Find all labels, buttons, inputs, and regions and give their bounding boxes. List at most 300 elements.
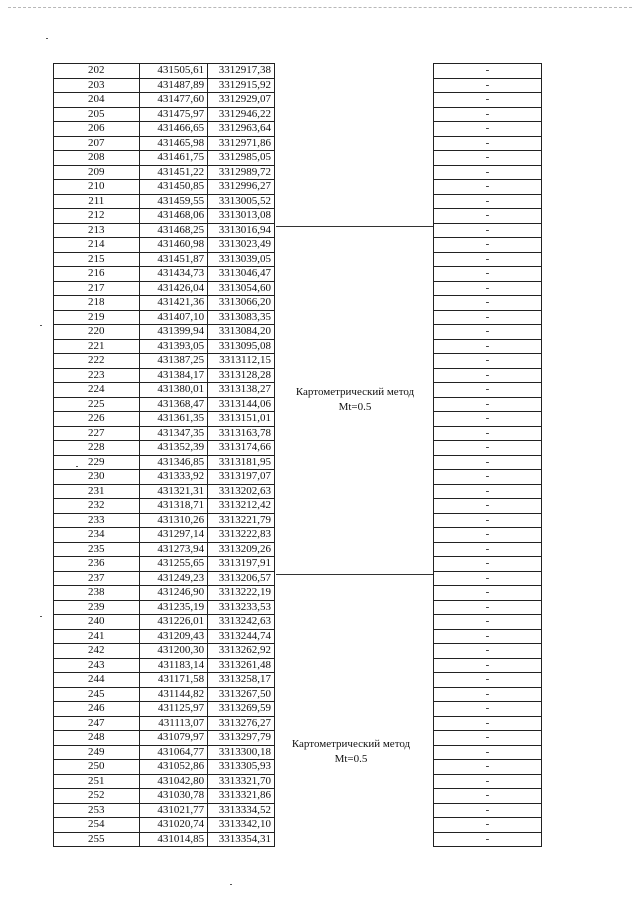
dash-cell: - <box>434 441 542 456</box>
table-row <box>54 629 275 644</box>
y-coordinate-cell: 3313269,59 <box>208 702 275 717</box>
x-coordinate-cell: 431352,39 <box>139 441 208 456</box>
point-number-cell: 236 <box>54 557 140 572</box>
dash-cell: - <box>434 93 542 108</box>
y-coordinate-cell: 3313233,53 <box>208 600 275 615</box>
point-number-cell: 250 <box>54 760 140 775</box>
table-row <box>434 412 542 427</box>
table-row <box>434 383 542 398</box>
table-row <box>434 64 542 79</box>
scan-speck <box>40 616 42 617</box>
dash-cell: - <box>434 484 542 499</box>
x-coordinate-cell: 431426,04 <box>139 281 208 296</box>
y-coordinate-cell: 3313221,79 <box>208 513 275 528</box>
scan-speck <box>40 325 42 326</box>
point-number-cell: 216 <box>54 267 140 282</box>
table-row <box>54 673 275 688</box>
x-coordinate-cell: 431465,98 <box>139 136 208 151</box>
x-coordinate-cell: 431468,06 <box>139 209 208 224</box>
y-coordinate-cell: 3313321,70 <box>208 774 275 789</box>
y-coordinate-cell: 3313354,31 <box>208 832 275 847</box>
dash-cell: - <box>434 731 542 746</box>
table-row <box>434 426 542 441</box>
table-row <box>54 107 275 122</box>
table-row <box>54 412 275 427</box>
table-row <box>434 789 542 804</box>
dash-cell: - <box>434 310 542 325</box>
x-coordinate-cell: 431021,77 <box>139 803 208 818</box>
x-coordinate-cell: 431249,23 <box>139 571 208 586</box>
x-coordinate-cell: 431297,14 <box>139 528 208 543</box>
x-coordinate-cell: 431361,35 <box>139 412 208 427</box>
point-number-cell: 228 <box>54 441 140 456</box>
y-coordinate-cell: 3312929,07 <box>208 93 275 108</box>
table-row <box>54 731 275 746</box>
method-note-accuracy: Mt=0.5 <box>334 753 368 765</box>
table-row <box>434 296 542 311</box>
point-number-cell: 213 <box>54 223 140 238</box>
table-row <box>54 397 275 412</box>
point-number-cell: 208 <box>54 151 140 166</box>
y-coordinate-cell: 3313144,06 <box>208 397 275 412</box>
point-number-cell: 226 <box>54 412 140 427</box>
table-row <box>54 325 275 340</box>
y-coordinate-cell: 3313023,49 <box>208 238 275 253</box>
section-divider-line <box>276 574 433 575</box>
table-row <box>434 223 542 238</box>
dash-cell: - <box>434 571 542 586</box>
dash-cell: - <box>434 122 542 137</box>
point-number-cell: 224 <box>54 383 140 398</box>
table-row <box>54 818 275 833</box>
table-row <box>54 238 275 253</box>
table-row <box>54 64 275 79</box>
dash-cell: - <box>434 165 542 180</box>
x-coordinate-cell: 431246,90 <box>139 586 208 601</box>
table-row <box>54 470 275 485</box>
y-coordinate-cell: 3313151,01 <box>208 412 275 427</box>
table-row <box>54 542 275 557</box>
y-coordinate-cell: 3313138,27 <box>208 383 275 398</box>
scan-speck <box>46 38 48 39</box>
y-coordinate-cell: 3313297,79 <box>208 731 275 746</box>
dash-cell: - <box>434 832 542 847</box>
y-coordinate-cell: 3313222,83 <box>208 528 275 543</box>
dash-cell: - <box>434 281 542 296</box>
table-row <box>434 745 542 760</box>
table-row <box>434 774 542 789</box>
scan-speck <box>230 884 232 885</box>
x-coordinate-cell: 431125,97 <box>139 702 208 717</box>
dash-cell: - <box>434 687 542 702</box>
x-coordinate-cell: 431321,31 <box>139 484 208 499</box>
y-coordinate-cell: 3313005,52 <box>208 194 275 209</box>
y-coordinate-cell: 3313334,52 <box>208 803 275 818</box>
dash-cell: - <box>434 107 542 122</box>
y-coordinate-cell: 3312946,22 <box>208 107 275 122</box>
x-coordinate-cell: 431368,47 <box>139 397 208 412</box>
point-number-cell: 211 <box>54 194 140 209</box>
dash-cell: - <box>434 818 542 833</box>
x-coordinate-cell: 431384,17 <box>139 368 208 383</box>
y-coordinate-cell: 3313206,57 <box>208 571 275 586</box>
table-row <box>54 151 275 166</box>
point-number-cell: 203 <box>54 78 140 93</box>
table-row <box>434 281 542 296</box>
x-coordinate-cell: 431052,86 <box>139 760 208 775</box>
y-coordinate-cell: 3312989,72 <box>208 165 275 180</box>
table-row <box>54 281 275 296</box>
dash-cell: - <box>434 136 542 151</box>
dash-cell: - <box>434 180 542 195</box>
point-number-cell: 207 <box>54 136 140 151</box>
dash-cell: - <box>434 789 542 804</box>
table-row <box>54 484 275 499</box>
x-coordinate-cell: 431273,94 <box>139 542 208 557</box>
x-coordinate-cell: 431318,71 <box>139 499 208 514</box>
y-coordinate-cell: 3313262,92 <box>208 644 275 659</box>
x-coordinate-cell: 431333,92 <box>139 470 208 485</box>
y-coordinate-cell: 3313212,42 <box>208 499 275 514</box>
table-row <box>434 93 542 108</box>
table-row <box>434 687 542 702</box>
table-row <box>54 658 275 673</box>
dash-cell: - <box>434 223 542 238</box>
table-row <box>434 644 542 659</box>
table-row <box>434 107 542 122</box>
x-coordinate-cell: 431505,61 <box>139 64 208 79</box>
y-coordinate-cell: 3313305,93 <box>208 760 275 775</box>
point-number-cell: 252 <box>54 789 140 804</box>
table-row <box>434 470 542 485</box>
x-coordinate-cell: 431475,97 <box>139 107 208 122</box>
point-number-cell: 222 <box>54 354 140 369</box>
point-number-cell: 220 <box>54 325 140 340</box>
table-row <box>434 354 542 369</box>
x-coordinate-cell: 431042,80 <box>139 774 208 789</box>
table-row <box>434 151 542 166</box>
dash-cell: - <box>434 542 542 557</box>
point-number-cell: 247 <box>54 716 140 731</box>
table-row <box>434 325 542 340</box>
dash-cell: - <box>434 716 542 731</box>
y-coordinate-cell: 3312917,38 <box>208 64 275 79</box>
point-number-cell: 246 <box>54 702 140 717</box>
point-number-cell: 231 <box>54 484 140 499</box>
x-coordinate-cell: 431460,98 <box>139 238 208 253</box>
table-row <box>54 267 275 282</box>
point-number-cell: 248 <box>54 731 140 746</box>
x-coordinate-cell: 431144,82 <box>139 687 208 702</box>
dash-cell: - <box>434 209 542 224</box>
y-coordinate-cell: 3312996,27 <box>208 180 275 195</box>
x-coordinate-cell: 431466,65 <box>139 122 208 137</box>
table-row <box>54 441 275 456</box>
y-coordinate-cell: 3312915,92 <box>208 78 275 93</box>
x-coordinate-cell: 431450,85 <box>139 180 208 195</box>
dash-cell: - <box>434 354 542 369</box>
table-row <box>54 600 275 615</box>
table-row <box>54 180 275 195</box>
x-coordinate-cell: 431226,01 <box>139 615 208 630</box>
point-number-cell: 212 <box>54 209 140 224</box>
x-coordinate-cell: 431183,14 <box>139 658 208 673</box>
table-row <box>434 78 542 93</box>
point-number-cell: 204 <box>54 93 140 108</box>
table-row <box>54 165 275 180</box>
dash-cell: - <box>434 151 542 166</box>
dash-cell: - <box>434 658 542 673</box>
table-row <box>434 716 542 731</box>
point-number-cell: 244 <box>54 673 140 688</box>
table-row <box>434 455 542 470</box>
point-number-cell: 243 <box>54 658 140 673</box>
x-coordinate-cell: 431487,89 <box>139 78 208 93</box>
dash-cell: - <box>434 702 542 717</box>
point-number-cell: 255 <box>54 832 140 847</box>
table-row <box>434 397 542 412</box>
method-note-1 <box>275 385 435 415</box>
y-coordinate-cell: 3313054,60 <box>208 281 275 296</box>
table-row <box>54 499 275 514</box>
dash-cell: - <box>434 745 542 760</box>
table-row <box>54 296 275 311</box>
y-coordinate-cell: 3313083,35 <box>208 310 275 325</box>
table-row <box>434 499 542 514</box>
point-number-cell: 235 <box>54 542 140 557</box>
table-row <box>434 557 542 572</box>
point-number-cell: 227 <box>54 426 140 441</box>
y-coordinate-cell: 3313066,20 <box>208 296 275 311</box>
y-coordinate-cell: 3313202,63 <box>208 484 275 499</box>
table-row <box>54 252 275 267</box>
y-coordinate-cell: 3313244,74 <box>208 629 275 644</box>
table-row <box>54 557 275 572</box>
x-coordinate-cell: 431468,25 <box>139 223 208 238</box>
dash-cell: - <box>434 455 542 470</box>
table-row <box>54 223 275 238</box>
x-coordinate-cell: 431451,22 <box>139 165 208 180</box>
y-coordinate-cell: 3313084,20 <box>208 325 275 340</box>
dash-cell: - <box>434 296 542 311</box>
x-coordinate-cell: 431459,55 <box>139 194 208 209</box>
coordinates-table-body <box>54 64 275 847</box>
table-row <box>54 716 275 731</box>
point-number-cell: 223 <box>54 368 140 383</box>
x-coordinate-cell: 431407,10 <box>139 310 208 325</box>
table-row <box>54 774 275 789</box>
y-coordinate-cell: 3313174,66 <box>208 441 275 456</box>
x-coordinate-cell: 431434,73 <box>139 267 208 282</box>
section-divider-line <box>276 226 433 227</box>
y-coordinate-cell: 3313300,18 <box>208 745 275 760</box>
x-coordinate-cell: 431380,01 <box>139 383 208 398</box>
dash-cell: - <box>434 513 542 528</box>
dash-cell: - <box>434 586 542 601</box>
coordinates-table <box>53 63 275 847</box>
y-coordinate-cell: 3313095,08 <box>208 339 275 354</box>
dash-cell: - <box>434 252 542 267</box>
table-row <box>54 354 275 369</box>
table-row <box>434 194 542 209</box>
y-coordinate-cell: 3313112,15 <box>208 354 275 369</box>
x-coordinate-cell: 431399,94 <box>139 325 208 340</box>
table-row <box>434 760 542 775</box>
x-coordinate-cell: 431387,25 <box>139 354 208 369</box>
y-coordinate-cell: 3312971,86 <box>208 136 275 151</box>
table-row <box>54 194 275 209</box>
table-row <box>54 455 275 470</box>
y-coordinate-cell: 3313276,27 <box>208 716 275 731</box>
table-row <box>434 658 542 673</box>
y-coordinate-cell: 3313046,47 <box>208 267 275 282</box>
y-coordinate-cell: 3313321,86 <box>208 789 275 804</box>
x-coordinate-cell: 431451,87 <box>139 252 208 267</box>
table-row <box>434 803 542 818</box>
point-number-cell: 218 <box>54 296 140 311</box>
table-row <box>434 238 542 253</box>
x-coordinate-cell: 431171,58 <box>139 673 208 688</box>
point-number-cell: 202 <box>54 64 140 79</box>
x-coordinate-cell: 431477,60 <box>139 93 208 108</box>
dash-cell: - <box>434 412 542 427</box>
y-coordinate-cell: 3313013,08 <box>208 209 275 224</box>
point-number-cell: 217 <box>54 281 140 296</box>
table-row <box>54 615 275 630</box>
point-number-cell: 229 <box>54 455 140 470</box>
table-row <box>434 310 542 325</box>
table-row <box>434 615 542 630</box>
table-row <box>54 513 275 528</box>
x-coordinate-cell: 431346,85 <box>139 455 208 470</box>
table-row <box>434 702 542 717</box>
table-row <box>54 528 275 543</box>
point-number-cell: 251 <box>54 774 140 789</box>
point-number-cell: 233 <box>54 513 140 528</box>
point-number-cell: 249 <box>54 745 140 760</box>
x-coordinate-cell: 431079,97 <box>139 731 208 746</box>
table-row <box>54 745 275 760</box>
table-row <box>54 789 275 804</box>
point-number-cell: 225 <box>54 397 140 412</box>
method-note-2 <box>271 737 431 767</box>
table-row <box>54 687 275 702</box>
dash-cell: - <box>434 615 542 630</box>
x-coordinate-cell: 431310,26 <box>139 513 208 528</box>
point-number-cell: 239 <box>54 600 140 615</box>
dash-cell: - <box>434 629 542 644</box>
table-row <box>54 209 275 224</box>
table-row <box>54 368 275 383</box>
x-coordinate-cell: 431030,78 <box>139 789 208 804</box>
x-coordinate-cell: 431255,65 <box>139 557 208 572</box>
point-number-cell: 230 <box>54 470 140 485</box>
point-number-cell: 242 <box>54 644 140 659</box>
y-coordinate-cell: 3313016,94 <box>208 223 275 238</box>
table-row <box>434 209 542 224</box>
table-row <box>54 760 275 775</box>
point-number-cell: 221 <box>54 339 140 354</box>
dash-cell: - <box>434 673 542 688</box>
dash-cell: - <box>434 774 542 789</box>
point-number-cell: 205 <box>54 107 140 122</box>
table-row <box>54 122 275 137</box>
dash-cell: - <box>434 238 542 253</box>
table-row <box>54 426 275 441</box>
table-row <box>434 600 542 615</box>
y-coordinate-cell: 3313197,07 <box>208 470 275 485</box>
point-number-cell: 241 <box>54 629 140 644</box>
dash-cell: - <box>434 78 542 93</box>
dash-cell: - <box>434 426 542 441</box>
y-coordinate-cell: 3313209,26 <box>208 542 275 557</box>
y-coordinate-cell: 3313258,17 <box>208 673 275 688</box>
table-row <box>54 644 275 659</box>
y-coordinate-cell: 3313163,78 <box>208 426 275 441</box>
y-coordinate-cell: 3313242,63 <box>208 615 275 630</box>
table-row <box>54 803 275 818</box>
table-row <box>434 136 542 151</box>
table-row <box>434 571 542 586</box>
table-row <box>434 252 542 267</box>
dash-cell: - <box>434 803 542 818</box>
table-row <box>54 586 275 601</box>
dash-cell: - <box>434 267 542 282</box>
table-row <box>434 122 542 137</box>
y-coordinate-cell: 3312963,64 <box>208 122 275 137</box>
table-row <box>434 629 542 644</box>
table-row <box>434 832 542 847</box>
table-row <box>434 586 542 601</box>
y-coordinate-cell: 3312985,05 <box>208 151 275 166</box>
dash-cell: - <box>434 383 542 398</box>
x-coordinate-cell: 431393,05 <box>139 339 208 354</box>
point-number-cell: 237 <box>54 571 140 586</box>
method-note-title: Картометрический метод <box>291 738 411 750</box>
point-number-cell: 253 <box>54 803 140 818</box>
dash-cell: - <box>434 368 542 383</box>
table-row <box>434 513 542 528</box>
table-row <box>434 528 542 543</box>
point-number-cell: 245 <box>54 687 140 702</box>
dash-cell: - <box>434 194 542 209</box>
y-coordinate-cell: 3313342,10 <box>208 818 275 833</box>
dash-cell: - <box>434 644 542 659</box>
table-row <box>54 78 275 93</box>
point-number-cell: 232 <box>54 499 140 514</box>
y-coordinate-cell: 3313128,28 <box>208 368 275 383</box>
table-row <box>434 267 542 282</box>
table-row <box>434 339 542 354</box>
table-row <box>54 832 275 847</box>
table-row <box>434 368 542 383</box>
table-row <box>54 571 275 586</box>
x-coordinate-cell: 431421,36 <box>139 296 208 311</box>
table-row <box>434 673 542 688</box>
table-row <box>434 731 542 746</box>
x-coordinate-cell: 431113,07 <box>139 716 208 731</box>
table-row <box>434 441 542 456</box>
x-coordinate-cell: 431014,85 <box>139 832 208 847</box>
point-number-cell: 240 <box>54 615 140 630</box>
x-coordinate-cell: 431461,75 <box>139 151 208 166</box>
dash-cell: - <box>434 470 542 485</box>
dash-cell: - <box>434 325 542 340</box>
point-number-cell: 238 <box>54 586 140 601</box>
point-number-cell: 210 <box>54 180 140 195</box>
table-row <box>54 310 275 325</box>
x-coordinate-cell: 431200,30 <box>139 644 208 659</box>
